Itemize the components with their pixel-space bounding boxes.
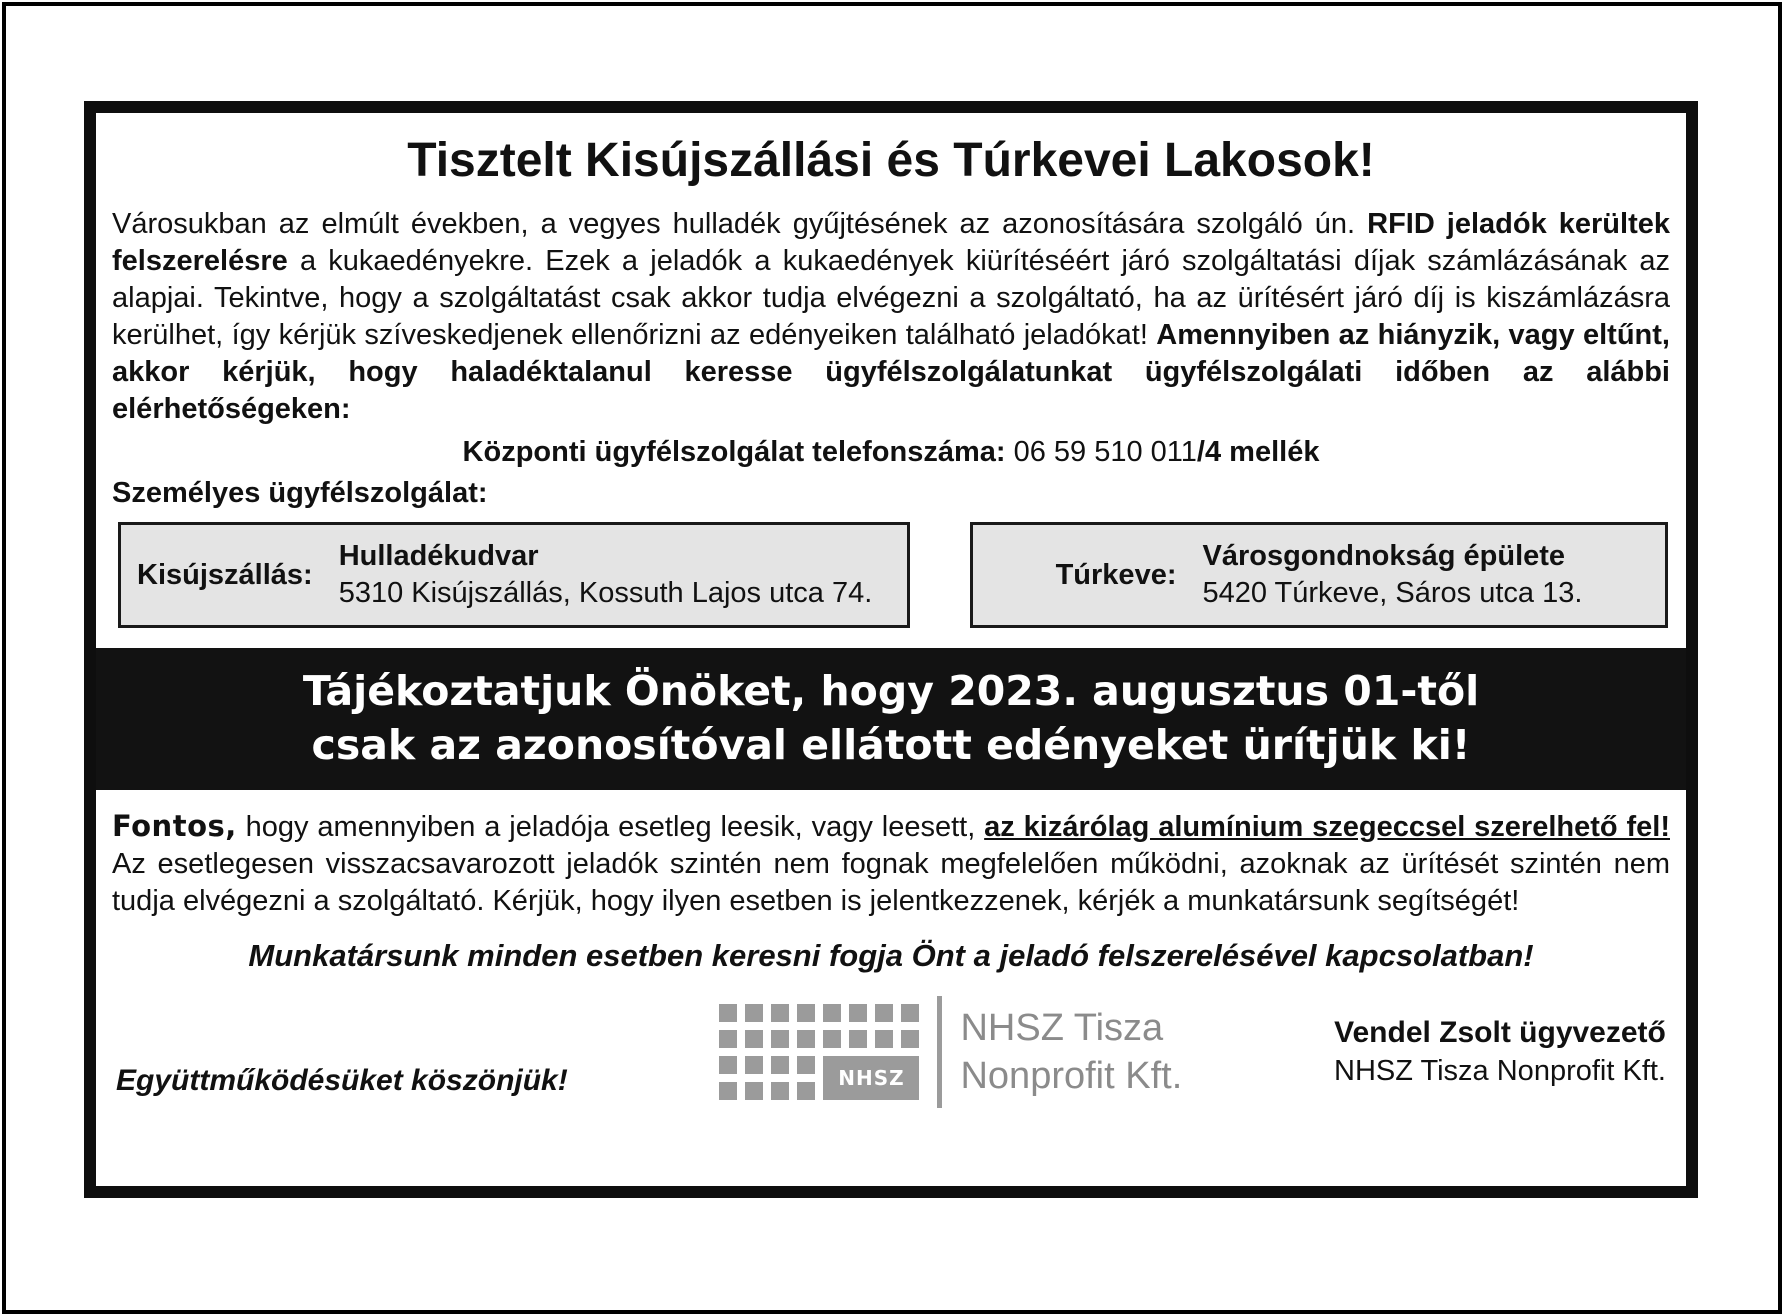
- intro-run-1: Városukban az elmúlt években, a vegyes hulladék gyűjtésének az azonosítására szolgáló ún.: [112, 208, 1368, 240]
- phone-line: [112, 434, 1670, 471]
- office-name: Városgondnokság épülete: [1202, 540, 1566, 572]
- phone-label: Központi ügyfélszolgálat telefonszáma:: [462, 436, 1014, 468]
- office-details: [1202, 538, 1582, 612]
- office-city-label: Kisújszállás:: [137, 558, 313, 591]
- banner-line-2: csak az azonosítóval ellátott edényeket ürítjük ki!: [311, 721, 1471, 769]
- announcement-banner: [96, 648, 1686, 790]
- office-boxes-row: [118, 522, 1668, 628]
- banner-line-1: Tájékoztatjuk Önöket, hogy 2023. augusztus 01-től: [302, 667, 1480, 715]
- important-run-2-underlined: az kizárólag alumínium szegeccsel szerelhető fel!: [984, 811, 1670, 843]
- office-address: 5420 Túrkeve, Sáros utca 13.: [1202, 577, 1583, 609]
- phone-number: 06 59 510 011: [1013, 436, 1197, 468]
- emphasis-line: Munkatársunk minden esetben keresni fogja Önt a jeladó felszerelésével kapcsolatban!: [248, 938, 1534, 973]
- notice-sheet: [84, 101, 1698, 1198]
- logo-wordmark-line-1: NHSZ Tisza: [960, 1007, 1164, 1049]
- office-box-turkeve: [970, 522, 1668, 628]
- office-city-label: Túrkeve:: [1055, 558, 1177, 591]
- thanks-text: Együttműködésüket köszönjük!: [116, 1064, 568, 1097]
- nhsz-logo-wordmark: [960, 1004, 1182, 1100]
- important-run-3: Az esetlegesen visszacsavarozott jeladók szintén nem fognak megfelelően működni, azoknak az ürítését szintén nem tudja elvégezni a szolgáltató. Kérjük, hogy ilyen esetben is jelentkezzenek, kérjék a munkatársunk segítségét!: [112, 848, 1670, 917]
- intro-run-3: a kukaedényekre. Ezek a jeladók a kukaedények kiürítéséért járó szolgáltatási díjak számlázásának az alapjai. Tekintve, hogy a szolgáltatást csak akkor tudja elvégezni a szolgáltató, ha az ürítésért járó díj is kiszámlázásra kerülhet, így kérjük szíveskedjenek ellenőrizni az edényeiken található jeladókat!: [112, 245, 1670, 351]
- logo-squares-bottom-left: [719, 1056, 815, 1100]
- intro-run-4-bold: Amennyiben az hiányzik, vagy eltűnt, akkor kérjük, hogy haladéktalanul keresse ügyfélszolgálatunkat ügyfélszolgálati időben az alábbi elérhetőségeken:: [112, 319, 1670, 425]
- logo-wordmark-line-2: Nonprofit Kft.: [960, 1055, 1183, 1097]
- nhsz-logo-badge: NHSZ: [823, 1056, 919, 1100]
- intro-paragraph: [112, 206, 1670, 428]
- signature-company: NHSZ Tisza Nonprofit Kft.: [1334, 1055, 1666, 1087]
- personal-service-label: Személyes ügyfélszolgálat:: [112, 477, 488, 509]
- intro-run-2-bold: RFID jeladók kerültek felszerelésre: [112, 208, 1670, 277]
- office-name: Hulladékudvar: [338, 540, 539, 572]
- important-paragraph: [112, 808, 1670, 920]
- office-box-kisujszallas: [118, 522, 910, 628]
- office-address: 5310 Kisújszállás, Kossuth Lajos utca 74.: [338, 577, 873, 609]
- signature-block: [1334, 1014, 1666, 1090]
- signature-name: Vendel Zsolt ügyvezető: [1334, 1016, 1666, 1049]
- logo-squares-top: [719, 1004, 919, 1048]
- phone-suffix: /4 mellék: [1196, 436, 1320, 468]
- office-details: [339, 538, 873, 612]
- nhsz-logo-squares: [719, 1004, 919, 1100]
- page-title: Tisztelt Kisújszállási és Túrkevei Lakosok!: [407, 134, 1375, 187]
- important-lead: Fontos,: [112, 809, 237, 843]
- important-run-1: hogy amennyiben a jeladója esetleg leesik, vagy leesett,: [236, 811, 985, 843]
- logo-squares-bottom: [719, 1056, 919, 1100]
- footer-row: [112, 996, 1670, 1108]
- nhsz-logo: [719, 996, 1182, 1108]
- logo-divider: [937, 996, 942, 1108]
